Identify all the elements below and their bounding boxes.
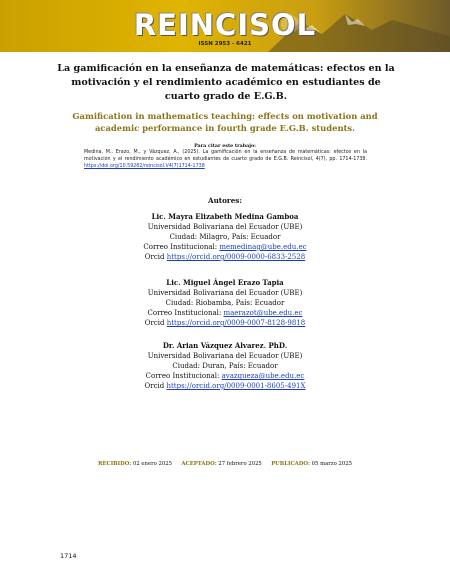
citation-text: Medina, M., Erazo, M., y Vázquez, A., (2025). La gamificación en la enseñanza de matemáticas: efectos en la motivación y el rendimiento académico en estudiantes de cuarto grado de E.G.B. Reincisol, 4(7), pp. 1714-1738. [84, 150, 367, 162]
author-city: Ciudad: Milagro, País: Ecuador [169, 233, 281, 241]
author-university: Universidad Bolivariana del Ecuador (UBE) [147, 223, 303, 231]
journal-logo: REINCISOL [133, 8, 317, 42]
author-orcid-line [0, 318, 450, 328]
author-name: Lic. Mayra Elizabeth Medina Gamboa [151, 212, 299, 221]
citation-doi-link[interactable]: https://doi.org/10.59282/reincisol.V4(7)1714-1738 [84, 163, 205, 169]
publication-dates [0, 461, 450, 467]
author-orcid-line [0, 381, 450, 391]
author-university: Universidad Bolivariana del Ecuador (UBE) [147, 352, 303, 360]
author-city: Ciudad: Riobamba, País: Ecuador [165, 299, 285, 307]
author-orcid-link[interactable]: https://orcid.org/0009-0001-8605-491X [166, 382, 306, 390]
citation-label: Para citar este trabajo: [194, 143, 256, 149]
author-email-link[interactable]: memedinag@ube.edu.ec [219, 243, 307, 251]
author-name: Dr. Arian Vázquez Alvarez. PhD. [162, 341, 288, 350]
paper-title-spanish: La gamificación en la enseñanza de matemáticas: efectos en la motivación y el rendimiento académico en estudiantes de cuarto grado de E.G.B. [57, 63, 395, 102]
issn-number: ISSN 2953 - 6421 [198, 41, 252, 47]
email-label: Correo Institucional: [143, 243, 220, 251]
received-label: RECIBIDO: [98, 461, 132, 467]
accepted-date: 27 febrero 2025 [218, 461, 262, 467]
email-label: Correo Institucional: [147, 309, 224, 317]
author-email-link[interactable]: avazqueza@ube.edu.ec [221, 372, 305, 380]
published-label: PUBLICADO: [271, 461, 310, 467]
orcid-label: Orcid [144, 253, 167, 261]
author-block [0, 278, 450, 328]
orcid-label: Orcid [144, 319, 167, 327]
author-email-line [0, 371, 450, 381]
author-email-line [0, 242, 450, 252]
author-orcid-link[interactable]: https://orcid.org/0009-0007-8128-9818 [166, 319, 306, 327]
author-email-link[interactable]: maerazot@ube.edu.ec [223, 309, 303, 317]
author-email-line [0, 308, 450, 318]
citation-block [84, 150, 367, 170]
author-block [0, 341, 450, 391]
page-number: 1714 [60, 552, 77, 560]
author-city: Ciudad: Duran, País: Ecuador [172, 362, 278, 370]
author-name: Lic. Miguel Ángel Erazo Tapia [166, 278, 284, 287]
authors-heading: Autores: [208, 196, 242, 205]
journal-banner [0, 0, 450, 52]
accepted-label: ACEPTADO: [181, 461, 217, 467]
author-block [0, 212, 450, 262]
orcid-label: Orcid [144, 382, 167, 390]
paper-title-english: Gamification in mathematics teaching: effects on motivation and academic performance in fourth grade E.G.B. students. [72, 111, 378, 133]
received-date: 02 enero 2025 [133, 461, 172, 467]
email-label: Correo Institucional: [145, 372, 222, 380]
published-date: 05 marzo 2025 [311, 461, 352, 467]
author-university: Universidad Bolivariana del Ecuador (UBE) [147, 289, 303, 297]
author-orcid-line [0, 252, 450, 262]
author-orcid-link[interactable]: https://orcid.org/0009-0000-6833-2528 [166, 253, 306, 261]
